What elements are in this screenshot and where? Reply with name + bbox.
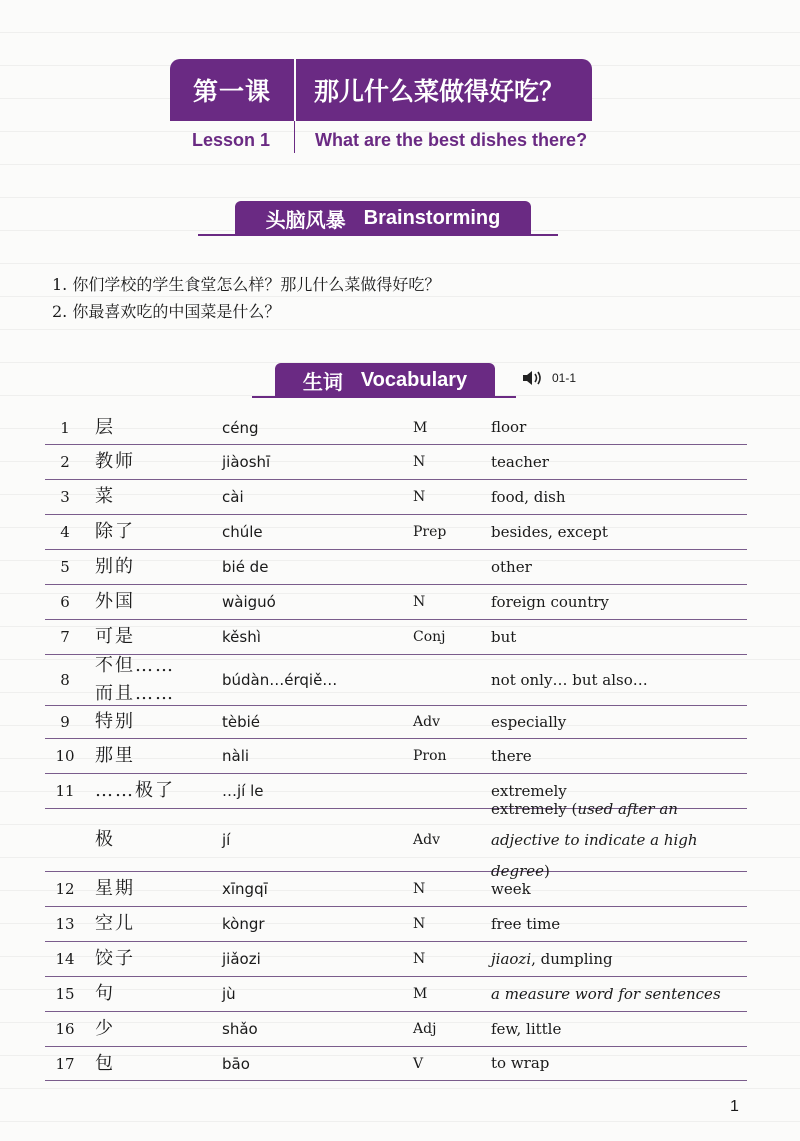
vocab-english: food, dish bbox=[491, 487, 566, 506]
vocab-english: besides, except bbox=[491, 522, 608, 541]
vocabulary-row bbox=[45, 977, 747, 1012]
vocab-pinyin: …jí le bbox=[222, 782, 264, 800]
vocab-chinese: 除了 bbox=[95, 521, 135, 542]
vocabulary-row bbox=[45, 1047, 747, 1081]
vocab-english: foreign country bbox=[491, 592, 609, 611]
vocab-chinese: 别的 bbox=[95, 556, 135, 577]
vocab-number: 12 bbox=[55, 880, 75, 898]
vocab-part-of-speech: M bbox=[413, 986, 428, 1002]
vocab-english: to wrap bbox=[491, 1054, 550, 1072]
lesson-number-zh: 第一课 bbox=[192, 77, 271, 106]
audio-track-label: 01-1 bbox=[552, 371, 577, 385]
vocabulary-row bbox=[45, 585, 747, 620]
lesson-title-zh: 那儿什么菜做得好吃？ bbox=[314, 77, 565, 106]
vocab-english: there bbox=[491, 746, 532, 765]
vocab-english-text: , dumpling bbox=[531, 949, 613, 968]
vocab-chinese: 句 bbox=[95, 983, 115, 1004]
vocab-number: 13 bbox=[55, 915, 75, 933]
vocabulary-row bbox=[45, 907, 747, 942]
vocab-part-of-speech: Adv bbox=[413, 832, 440, 848]
vocab-english: extremely bbox=[491, 781, 567, 800]
vocab-pinyin: jiàoshī bbox=[222, 453, 271, 471]
vocab-part-of-speech bbox=[413, 774, 483, 808]
vocab-chinese: 特别 bbox=[95, 711, 135, 732]
vocabulary-title-en: Vocabulary bbox=[360, 368, 468, 391]
vocab-english: but bbox=[491, 627, 517, 646]
vocab-part-of-speech bbox=[413, 655, 483, 705]
vocab-pinyin: nàli bbox=[222, 747, 250, 765]
vocab-english: free time bbox=[491, 914, 561, 933]
lesson-header bbox=[170, 59, 592, 121]
vocab-number: 2 bbox=[60, 453, 70, 471]
vocab-number: 11 bbox=[55, 782, 75, 800]
vocab-part-of-speech: Prep bbox=[413, 524, 447, 540]
vocab-part-of-speech: N bbox=[413, 489, 426, 505]
speaker-icon bbox=[522, 370, 544, 386]
vocabulary-title-zh: 生词 bbox=[302, 371, 343, 394]
vocabulary-row bbox=[45, 1012, 747, 1047]
brainstorm-question-2: 2. 你最喜欢吃的中国菜是什么？ bbox=[52, 302, 281, 321]
vocab-chinese: 不但…… 而且…… bbox=[95, 655, 175, 704]
vocab-number: 7 bbox=[60, 628, 70, 646]
vocab-pinyin: bāo bbox=[222, 1054, 250, 1073]
vocab-part-of-speech: Pron bbox=[413, 748, 447, 764]
vocab-chinese: 极 bbox=[95, 829, 115, 850]
vocab-pinyin: cài bbox=[222, 488, 244, 506]
vocab-chinese: 空儿 bbox=[95, 913, 135, 934]
vocab-part-of-speech: V bbox=[413, 1055, 424, 1072]
vocab-number: 3 bbox=[60, 488, 70, 506]
vocab-part-of-speech: N bbox=[413, 916, 426, 932]
vocab-chinese: 饺子 bbox=[95, 948, 135, 969]
vocab-english: teacher bbox=[491, 452, 549, 471]
vocab-number: 4 bbox=[60, 523, 70, 541]
vocab-chinese: ……极了 bbox=[95, 780, 175, 801]
vocab-english: other bbox=[491, 557, 532, 576]
vocab-chinese: 教师 bbox=[95, 451, 135, 472]
vocab-chinese: 层 bbox=[95, 416, 115, 438]
vocab-pinyin: shǎo bbox=[222, 1020, 258, 1038]
vocab-part-of-speech: Conj bbox=[413, 629, 446, 645]
vocab-english-text: extremely ( bbox=[491, 799, 578, 818]
vocab-number: 6 bbox=[60, 593, 70, 611]
vocabulary-row bbox=[45, 515, 747, 550]
vocab-number bbox=[45, 809, 85, 871]
vocab-english-italic: used after an adjective to indicate a high degree bbox=[491, 799, 698, 880]
vocab-pinyin: jiǎozi bbox=[222, 950, 261, 968]
vocab-number: 10 bbox=[55, 747, 75, 765]
vocab-pinyin: céng bbox=[222, 418, 259, 437]
vocabulary-rule bbox=[252, 396, 516, 398]
brainstorm-title-en: Brainstorming bbox=[363, 206, 501, 229]
vocab-chinese: 外国 bbox=[95, 591, 135, 612]
vocab-english: floor bbox=[491, 418, 527, 436]
vocab-english-italic: jiaozi bbox=[491, 949, 532, 968]
vocab-part-of-speech: M bbox=[413, 419, 428, 436]
vocab-part-of-speech bbox=[413, 550, 483, 584]
vocab-number: 17 bbox=[55, 1054, 75, 1073]
vocabulary-row bbox=[45, 872, 747, 907]
lesson-number-en: Lesson 1 bbox=[192, 130, 271, 150]
audio-track[interactable] bbox=[522, 370, 576, 386]
vocab-pinyin: tèbié bbox=[222, 713, 261, 731]
vocab-number: 15 bbox=[55, 985, 75, 1003]
vocab-number: 16 bbox=[55, 1020, 75, 1038]
vocab-number: 14 bbox=[55, 950, 75, 968]
vocab-pinyin: kěshì bbox=[222, 628, 261, 646]
vocab-english bbox=[491, 942, 747, 976]
vocab-pinyin: bié de bbox=[222, 558, 269, 576]
lesson-title-en: What are the best dishes there? bbox=[315, 130, 588, 150]
vocab-chinese: 星期 bbox=[95, 878, 135, 899]
vocab-part-of-speech: N bbox=[413, 951, 426, 967]
vocabulary-row bbox=[45, 799, 747, 880]
vocab-part-of-speech: Adv bbox=[413, 714, 440, 730]
vocab-english: not only… but also… bbox=[491, 670, 648, 689]
vocab-pinyin: jù bbox=[222, 985, 236, 1003]
vocab-part-of-speech: N bbox=[413, 881, 426, 897]
vocabulary-row bbox=[45, 942, 747, 977]
vocab-english: especially bbox=[491, 712, 567, 731]
brainstorm-rule bbox=[198, 234, 558, 236]
vocab-pinyin: jí bbox=[222, 831, 231, 849]
vocabulary-row bbox=[45, 550, 747, 585]
brainstorm-title-zh: 头脑风暴 bbox=[265, 209, 346, 232]
vocab-part-of-speech: N bbox=[413, 454, 426, 470]
vocab-part-of-speech: Adj bbox=[413, 1021, 437, 1037]
vocabulary-row bbox=[45, 706, 747, 739]
vocabulary-heading bbox=[275, 363, 495, 397]
vocab-english bbox=[491, 977, 747, 1011]
vocab-pinyin: wàiguó bbox=[222, 593, 276, 611]
lesson-rule bbox=[294, 121, 295, 153]
vocab-number: 5 bbox=[60, 558, 70, 576]
vocabulary-row bbox=[45, 739, 747, 774]
vocab-english-italic: a measure word for sentences bbox=[491, 984, 721, 1003]
vocab-english: week bbox=[491, 879, 531, 898]
vocab-chinese: 少 bbox=[95, 1018, 115, 1039]
vocabulary-row bbox=[45, 655, 747, 706]
vocab-chinese: 菜 bbox=[95, 486, 115, 507]
vocabulary-row bbox=[45, 620, 747, 655]
vocab-english: extremely (used after an adjective to indicate a high degree) bbox=[491, 799, 698, 880]
vocabulary-row bbox=[45, 480, 747, 515]
vocab-pinyin: chúle bbox=[222, 523, 263, 541]
vocab-number: 9 bbox=[60, 713, 70, 731]
vocabulary-row bbox=[45, 445, 747, 480]
vocab-pinyin: xīngqī bbox=[222, 880, 268, 898]
vocab-pinyin: búdàn…érqiě… bbox=[222, 671, 338, 689]
vocab-number: 8 bbox=[60, 671, 70, 689]
vocab-chinese: 那里 bbox=[95, 745, 135, 766]
vocab-part-of-speech: N bbox=[413, 594, 426, 610]
vocabulary-table bbox=[45, 411, 747, 1081]
vocab-pinyin: kòngr bbox=[222, 915, 265, 933]
vocab-chinese: 可是 bbox=[95, 626, 135, 647]
vocabulary-row bbox=[45, 411, 747, 445]
page-number: 1 bbox=[730, 1098, 739, 1115]
brainstorm-heading bbox=[235, 201, 531, 235]
vocab-chinese: 包 bbox=[95, 1052, 115, 1074]
brainstorm-question-1: 1. 你们学校的学生食堂怎么样？那儿什么菜做得好吃？ bbox=[52, 275, 441, 294]
vocab-english: few, little bbox=[491, 1019, 562, 1038]
vocab-number: 1 bbox=[60, 418, 70, 437]
